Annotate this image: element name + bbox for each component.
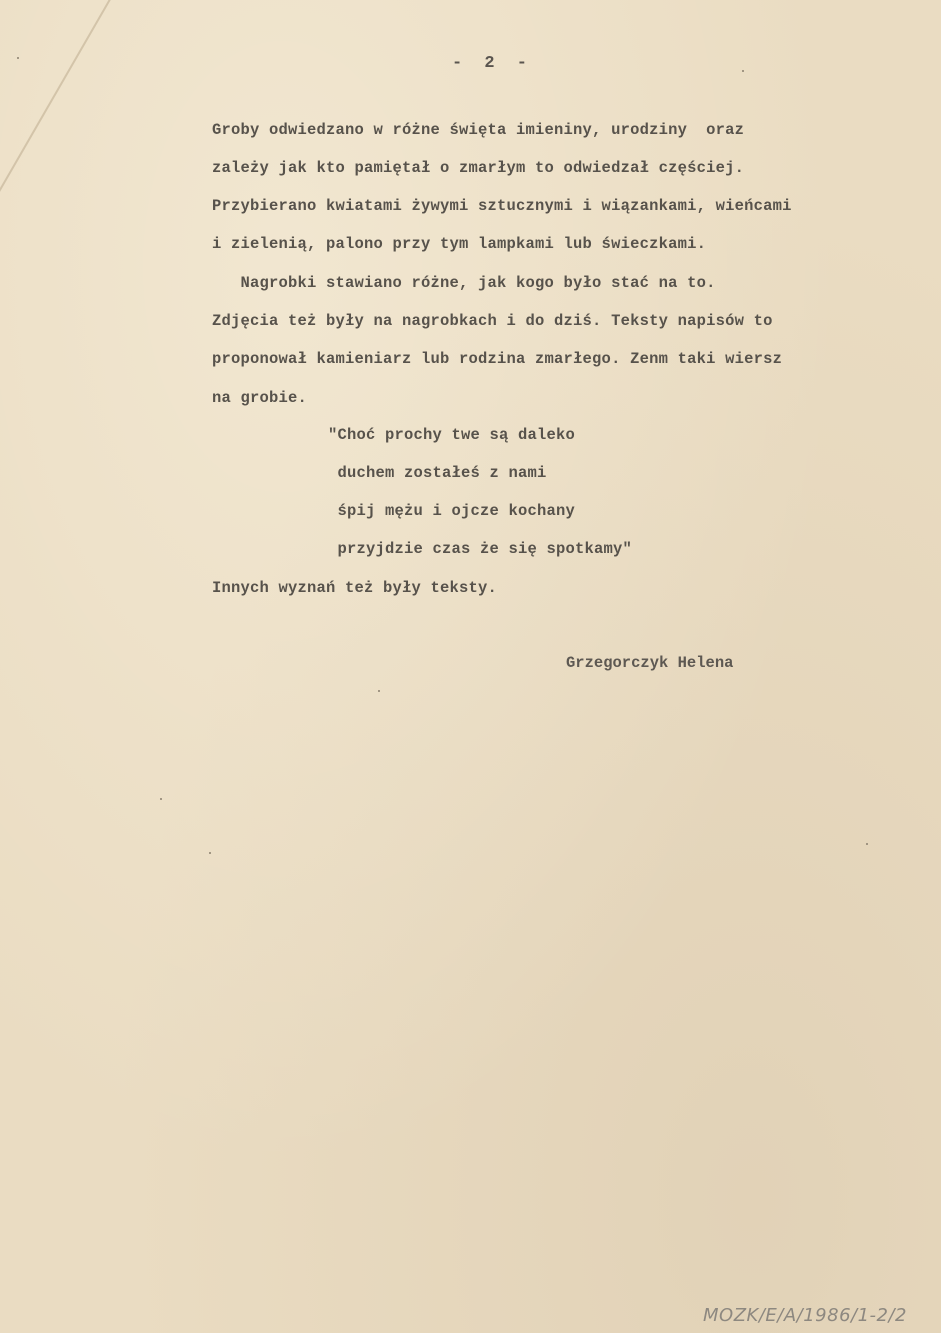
poem-line: duchem zostałeś z nami xyxy=(328,464,547,482)
paper-speck xyxy=(17,57,19,59)
poem-line: "Choć prochy twe są daleko xyxy=(328,426,576,444)
paper-speck xyxy=(378,690,380,692)
archive-reference-number: MOZK/E/A/1986/1-2/2 xyxy=(703,1305,908,1326)
poem-line: śpij mężu i ojcze kochany xyxy=(328,502,576,520)
paper-speck xyxy=(866,843,868,845)
text-line: zależy jak kto pamiętał o zmarłym to odwiedzał częściej. xyxy=(212,159,745,177)
text-line: Przybierano kwiatami żywymi sztucznymi i wiązankami, wieńcami xyxy=(212,197,792,215)
text-line: i zielenią, palono przy tym lampkami lub świeczkami. xyxy=(212,235,707,253)
text-line: Zdjęcia też były na nagrobkach i do dziś. Teksty napisów to xyxy=(212,312,773,330)
paper-speck xyxy=(160,798,162,800)
paper-speck xyxy=(742,70,744,72)
paper-speck xyxy=(209,852,211,854)
text-line: na grobie. xyxy=(212,389,308,407)
closing-line: Innych wyznań też były teksty. xyxy=(212,579,498,597)
author-signature: Grzegorczyk Helena xyxy=(566,654,734,672)
poem-line: przyjdzie czas że się spotkamy" xyxy=(328,540,633,558)
text-line: proponował kamieniarz lub rodzina zmarłego. Zenm taki wiersz xyxy=(212,350,783,368)
page-number: - 2 - xyxy=(452,54,534,73)
text-line: Groby odwiedzano w różne święta imieniny, urodziny oraz xyxy=(212,121,745,139)
text-line: Nagrobki stawiano różne, jak kogo było stać na to. xyxy=(212,274,716,292)
paper-fold-crease xyxy=(0,0,122,206)
